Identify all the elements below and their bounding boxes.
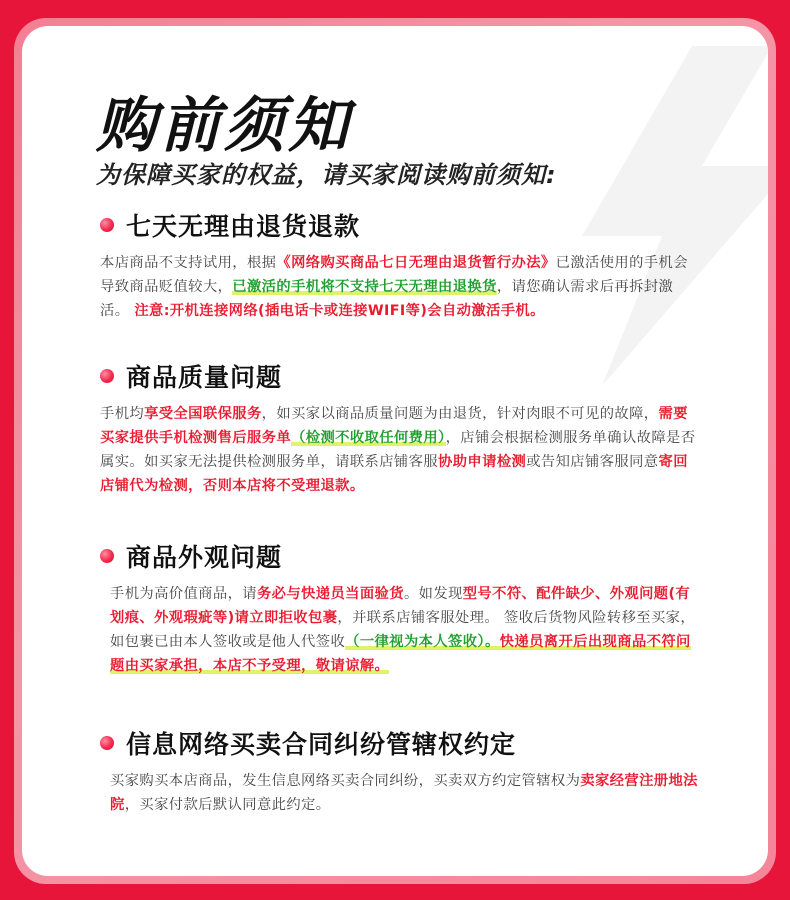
emphasis-red-text: 需要买家提供手机检测售后服务单: [100, 406, 688, 446]
body-text: 。如发现: [403, 586, 463, 602]
section-title: 商品外观问题: [126, 543, 283, 572]
section-paragraph: [100, 582, 700, 678]
body-text: ，如买家以商品质量问题为由退货，针对肉眼不可见的故障，: [261, 406, 659, 422]
body-text: ，并联系店铺客服处理。 签收后货物风险转移至买家， 如包裹已由本人签收或是他人代签收: [110, 610, 696, 650]
section-title: 商品质量问题: [126, 363, 283, 392]
body-text: 本店商品不支持试用，根据: [100, 255, 277, 271]
section-paragraph: [100, 402, 700, 498]
section-quality-issue: [100, 358, 700, 498]
section-title: 七天无理由退货退款: [126, 212, 361, 241]
section-seven-day-return: [100, 207, 700, 323]
bullet-dot-icon: [100, 369, 114, 383]
page-title: 购前须知: [96, 91, 352, 161]
section-title: 信息网络买卖合同纠纷管辖权约定: [126, 730, 517, 759]
body-text: ，店铺会根据检测服务单确认故障是否属实。如买家无法提供检测服务单，请联系店铺客服: [100, 430, 696, 470]
body-text: ，买家付款后默认同意此约定。: [124, 797, 331, 813]
emphasis-red-text: 务必与快递员当面验货: [256, 586, 404, 602]
emphasis-red-text: 《网络购买商品七日无理由退货暂行办法》: [276, 255, 556, 271]
body-text: 已激活使用的手机会导致商品贬值较大，: [100, 255, 688, 295]
section-appearance-issue: [100, 538, 700, 678]
emphasis-green-text: （检测不收取任何费用）: [291, 430, 446, 446]
body-text: ，请您确认需求后再拆封激活。: [100, 279, 674, 319]
emphasis-green-text: （一律视为本人签收）。: [345, 634, 500, 650]
emphasis-red-text: 注意:开机连接网络(插电话卡或连接WIFI等)会自动激活手机。: [134, 303, 545, 319]
emphasis-red-text: 寄回店铺代为检测，否则本店将不受理退款。: [100, 454, 688, 494]
emphasis-red-text: 享受全国联保服务: [144, 406, 262, 422]
bullet-dot-icon: [100, 549, 114, 563]
body-text: 或告知店铺客服同意: [526, 454, 659, 470]
emphasis-red-text: 型号不符、配件缺少、外观问题(有划痕、外观瑕疵等)请立即拒收包裹: [110, 586, 691, 626]
section-jurisdiction: [100, 725, 700, 817]
emphasis-red-text: 协助申请检测: [438, 454, 527, 470]
bullet-dot-icon: [100, 218, 114, 232]
emphasis-red-text: 快递员离开后出现商品不符问题由买家承担，本店不予受理，敬请谅解。: [110, 634, 691, 674]
body-text: 手机均: [100, 406, 145, 422]
emphasis-red-text: 卖家经营注册地法院: [110, 773, 698, 813]
page-subtitle: 为保障买家的权益，请买家阅读购前须知:: [96, 161, 557, 189]
section-paragraph: [100, 251, 700, 323]
bullet-dot-icon: [100, 736, 114, 750]
section-paragraph: [100, 769, 700, 817]
body-text: 手机为高价值商品，请: [110, 586, 257, 602]
emphasis-green-text: 已激活的手机将不支持七天无理由退换货: [232, 279, 497, 295]
body-text: 买家购买本店商品，发生信息网络买卖合同纠纷，买卖双方约定管辖权为: [110, 773, 581, 789]
